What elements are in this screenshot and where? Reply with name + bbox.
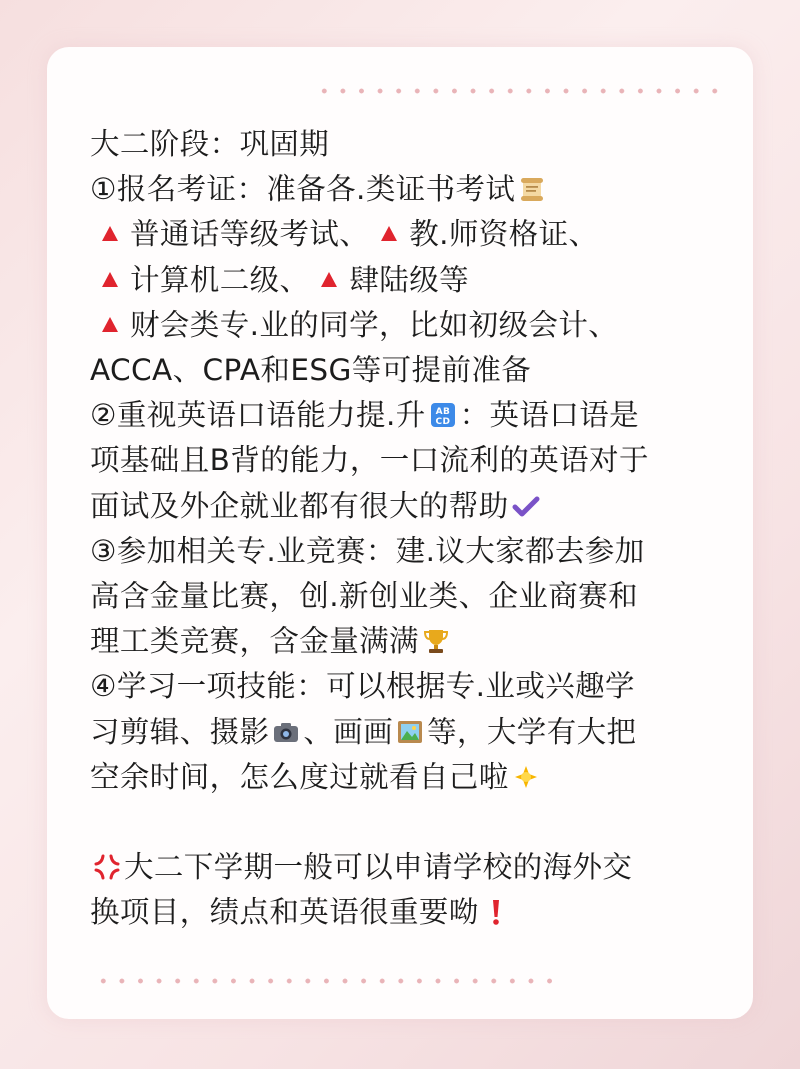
cert-line-1: 普通话等级考试、 教.师资格证、 bbox=[90, 212, 720, 257]
anger-symbol-icon bbox=[92, 852, 122, 882]
camera-icon bbox=[271, 717, 301, 747]
cert-line-4: ACCA、CPA和ESG等可提前准备 bbox=[90, 353, 532, 388]
svg-text:CD: CD bbox=[435, 417, 451, 428]
section3-line-2: 高含金量比赛，创.新创业类、企业商赛和 bbox=[90, 579, 638, 614]
section4-line-1: ④学习一项技能：可以根据专.业或兴趣学 bbox=[90, 669, 635, 704]
section4-line-2: 习剪辑、摄影 、画画 等，大学有大把 bbox=[90, 714, 637, 749]
exclamation-mark-icon bbox=[481, 897, 511, 927]
check-mark-icon bbox=[511, 491, 541, 521]
section4-line-3: 空余时间，怎么度过就看自己啦 bbox=[90, 755, 720, 800]
red-triangle-icon bbox=[321, 272, 337, 287]
bottom-dotted-divider bbox=[94, 978, 562, 984]
page-title: 大二阶段：巩固期 bbox=[90, 127, 330, 161]
top-dotted-divider bbox=[315, 88, 725, 94]
section1-heading: ①报名考证：准备各.类证书考试 bbox=[90, 167, 720, 212]
section3-line-1: ③参加相关专.业竞赛：建.议大家都去参加 bbox=[90, 533, 645, 568]
glowing-star-icon bbox=[511, 762, 541, 792]
abcd-icon bbox=[428, 400, 458, 430]
trophy-icon bbox=[421, 626, 451, 656]
svg-text:AB: AB bbox=[435, 407, 450, 418]
framed-picture-icon bbox=[395, 717, 425, 747]
red-triangle-icon bbox=[381, 226, 397, 241]
cert-line-2: 计算机二级、 肆陆级等 bbox=[90, 258, 720, 303]
scroll-icon bbox=[517, 174, 547, 204]
section2-line-3: 面试及外企就业都有很大的帮助 bbox=[90, 484, 720, 529]
section2-line-2: 项基础且B背的能力，一口流利的英语对于 bbox=[90, 443, 649, 478]
cert-line-3: 财会类专.业的同学，比如初级会计、 bbox=[90, 303, 720, 348]
note-line-1: 大二下学期一般可以申请学校的海外交 bbox=[90, 845, 720, 890]
red-triangle-icon bbox=[102, 317, 118, 332]
section2-line-1: ②重视英语口语能力提.升 AB CD ：英语口语是 bbox=[90, 398, 640, 433]
section3-line-3: 理工类竞赛，含金量满满 bbox=[90, 619, 720, 664]
spacer bbox=[90, 800, 720, 845]
red-triangle-icon bbox=[102, 272, 118, 287]
red-triangle-icon bbox=[102, 226, 118, 241]
note-line-2: 换项目，绩点和英语很重要呦 bbox=[90, 890, 720, 935]
post-content bbox=[90, 122, 720, 935]
